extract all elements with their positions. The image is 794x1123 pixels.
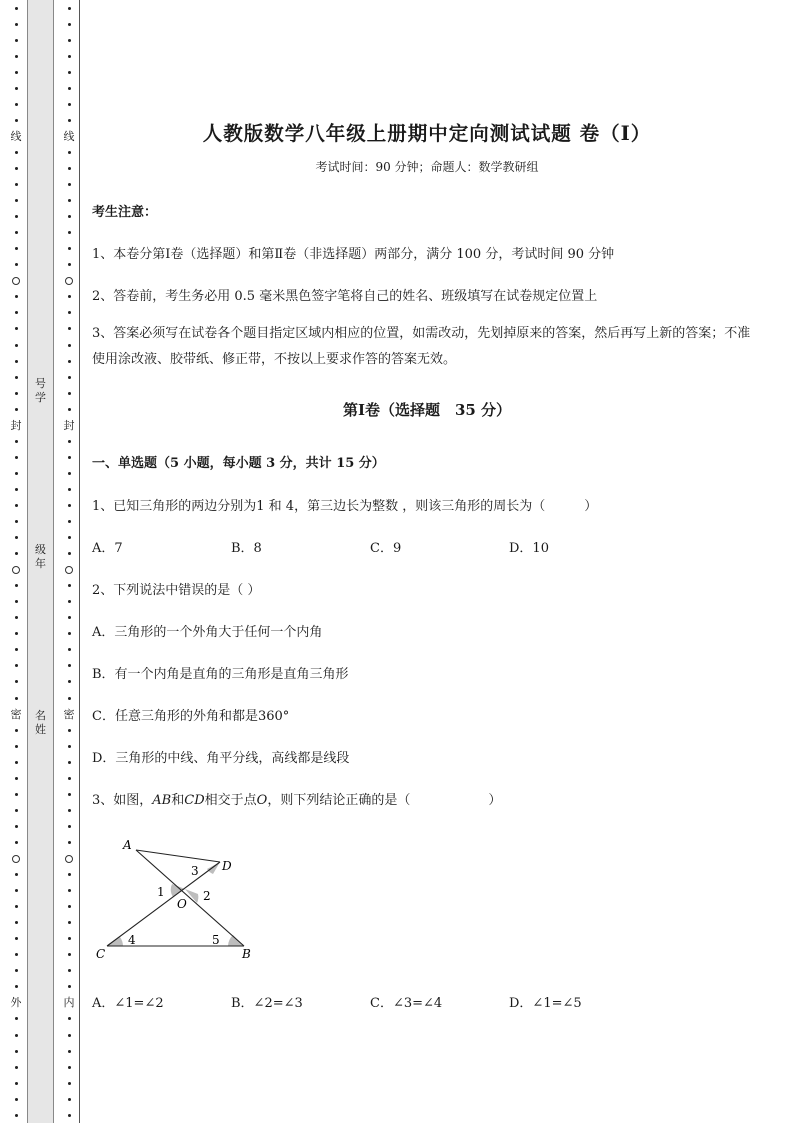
angle-4-label: 4 [128, 933, 136, 947]
question-2-option-c: C．任意三角形的外角和都是360° [92, 709, 290, 724]
seal-circle-icon [12, 273, 20, 289]
section-title: 第Ⅰ卷（选择题 35 分） [342, 401, 512, 419]
point-b-label: B [242, 947, 251, 961]
option-c: C．9 [370, 541, 402, 556]
right-seal-line [63, 0, 75, 1123]
field-xuehao: 号 学 [35, 377, 46, 404]
question-2-option-d: D．三角形的中线、角平分线，高线都是线段 [92, 751, 350, 766]
option-d: D．10 [509, 541, 549, 556]
seal-char-mi: 密 [63, 707, 75, 721]
angle-3-label: 3 [191, 864, 199, 878]
option-b: B．8 [231, 541, 262, 556]
seal-char-feng: 封 [63, 418, 75, 432]
seal-char-mi: 密 [10, 707, 22, 721]
field-xingming: 名 姓 [35, 709, 46, 736]
exam-info: 考试时间：90 分钟；命题人：数学教研组 [315, 160, 539, 174]
point-d-label: D [222, 859, 232, 873]
geometry-figure [92, 832, 272, 967]
question-2-option-b: B．有一个内角是直角的三角形是直角三角形 [92, 667, 349, 682]
seal-circle-icon [12, 562, 20, 578]
angle-2-label: 2 [203, 889, 211, 903]
notice-item-1: 1、本卷分第Ⅰ卷（选择题）和第Ⅱ卷（非选择题）两部分，满分 100 分，考试时间 90 分钟 [92, 247, 615, 262]
option-d: D．∠1=∠5 [509, 996, 582, 1011]
part-heading: 一、单选题（5 小题，每小题 3 分，共计 15 分） [92, 456, 385, 471]
seal-char-feng: 封 [10, 418, 22, 432]
seal-circle-icon [65, 273, 73, 289]
option-b: B．∠2=∠3 [231, 996, 303, 1011]
seal-circle-icon [12, 850, 20, 866]
seal-char-xian: 线 [10, 129, 22, 143]
seal-char-xian: 线 [63, 129, 75, 143]
question-3-options [92, 992, 648, 1011]
angle-5-label: 5 [212, 933, 220, 947]
question-1-stem: 1、已知三角形的两边分别为1 和 4，第三边长为整数 ，则该三角形的周长为（ ） [92, 499, 598, 514]
option-a: A．7 [92, 541, 123, 556]
page-title: 人教版数学八年级上册期中定向测试试题 卷（Ⅰ） [202, 122, 652, 145]
question-2-stem: 2、下列说法中错误的是（ ） [92, 583, 261, 598]
notice-heading: 考生注意： [92, 205, 158, 220]
option-c: C．∠3=∠4 [370, 996, 443, 1011]
segment-ad [136, 850, 220, 862]
angle-1-label: 1 [157, 885, 165, 899]
student-info-strip [27, 0, 54, 1123]
seal-char-nei: 内 [63, 996, 75, 1010]
point-a-label: A [123, 838, 132, 852]
binding-border-line [79, 0, 80, 1123]
seal-circle-icon [65, 562, 73, 578]
field-nianji: 级 年 [35, 543, 46, 570]
point-o-label: O [177, 897, 187, 911]
question-3-stem: 3、如图，AB和CD相交于点O，则下列结论正确的是（ ） [92, 793, 502, 808]
left-seal-line [10, 0, 22, 1123]
question-1-options [92, 537, 648, 556]
seal-char-wai: 外 [10, 996, 22, 1010]
point-c-label: C [96, 947, 106, 961]
seal-circle-icon [65, 850, 73, 866]
notice-item-2: 2、答卷前，考生务必用 0.5 毫米黑色签字笔将自己的姓名、班级填写在试卷规定位置上 [92, 289, 598, 304]
question-2-option-a: A．三角形的一个外角大于任何一个内角 [92, 625, 323, 640]
angle-1-sector [171, 884, 185, 897]
binding-margin [0, 0, 82, 1123]
option-a: A．∠1=∠2 [92, 996, 164, 1011]
notice-item-3: 3、答案必须写在试卷各个题目指定区域内相应的位置，如需改动，先划掉原来的答案，然后再写上新的答案；不准使用涂改液、胶带纸、修正带，不按以上要求作答的答案无效。 [92, 326, 751, 367]
